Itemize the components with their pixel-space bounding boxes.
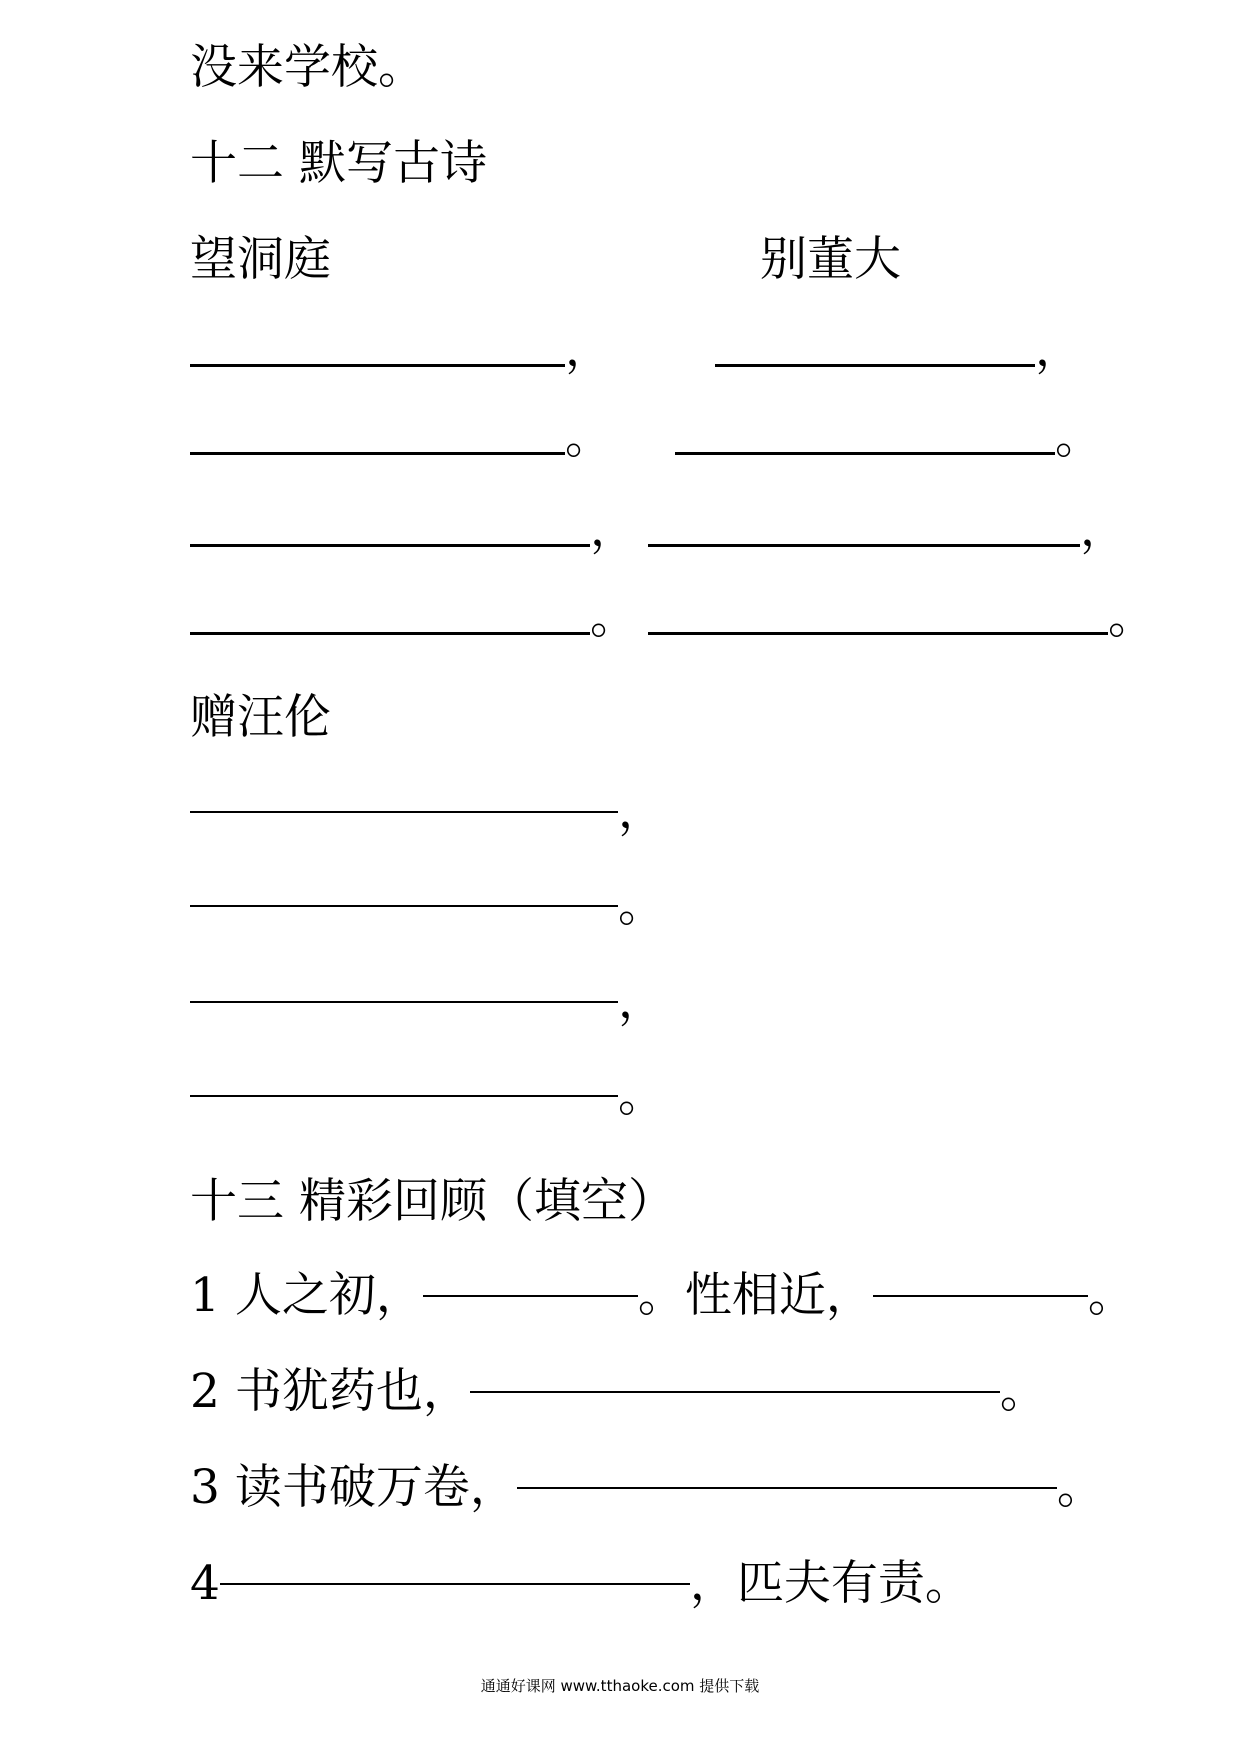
poem2-line1-blank[interactable] (715, 320, 1082, 380)
item-text: ，匹夫有责。 (689, 1556, 972, 1611)
comma: ， (590, 502, 637, 557)
fill-item-4 (190, 1554, 972, 1614)
period: 。 (618, 1068, 665, 1123)
poem1-line3-blank[interactable] (190, 500, 637, 560)
answer-blank[interactable] (470, 1391, 1000, 1393)
item-text: 人之初， (234, 1268, 423, 1323)
section-12-heading: 十二 默写古诗 (190, 136, 487, 191)
fill-item-3 (190, 1458, 1104, 1518)
poem1-line1-blank[interactable] (190, 320, 612, 380)
continued-text: 没来学校。 (190, 40, 425, 95)
answer-blank[interactable] (220, 1583, 690, 1585)
answer-blank[interactable] (873, 1295, 1088, 1297)
answer-blank[interactable] (423, 1295, 638, 1297)
comma: ， (565, 322, 612, 377)
item-text: 2 书犹药也， (190, 1364, 470, 1419)
fill-item-2 (190, 1362, 1047, 1422)
fill-item-1 (190, 1266, 1135, 1326)
item-text: 。性相近， (637, 1268, 873, 1323)
comma: ， (1080, 502, 1127, 557)
item-text: 3 读书破万卷， (190, 1460, 517, 1515)
poem2-line4-blank[interactable] (648, 588, 1155, 648)
item-number: 1 (190, 1268, 220, 1323)
poem1-line2-blank[interactable] (190, 408, 612, 468)
item-number: 4 (190, 1556, 220, 1611)
poem3-line3-blank[interactable] (190, 972, 665, 1032)
period: 。 (565, 410, 612, 465)
comma: ， (1035, 322, 1082, 377)
item-text: 。 (999, 1364, 1047, 1419)
poem1-line4-blank[interactable] (190, 588, 637, 648)
period: 。 (1055, 410, 1102, 465)
poem-title-wangdongting: 望洞庭 (190, 232, 331, 287)
answer-blank[interactable] (517, 1487, 1057, 1489)
poem3-line4-blank[interactable] (190, 1066, 665, 1126)
item-text: 。 (1056, 1460, 1104, 1515)
comma: ， (618, 974, 665, 1029)
period: 。 (590, 590, 637, 645)
poem-title-biedongda: 别董大 (760, 232, 901, 287)
item-text: 。 (1087, 1268, 1135, 1323)
section-13-heading: 十三 精彩回顾（填空） (190, 1174, 675, 1229)
poem3-line2-blank[interactable] (190, 876, 665, 936)
poem-title-zengwanglun: 赠汪伦 (190, 690, 331, 745)
comma: ， (618, 784, 665, 839)
poem2-line3-blank[interactable] (648, 500, 1127, 560)
page-footer: 通通好课网 www.tthaoke.com 提供下载 (480, 1677, 760, 1695)
period: 。 (1108, 590, 1155, 645)
poem3-line1-blank[interactable] (190, 782, 665, 842)
period: 。 (618, 878, 665, 933)
poem2-line2-blank[interactable] (675, 408, 1102, 468)
